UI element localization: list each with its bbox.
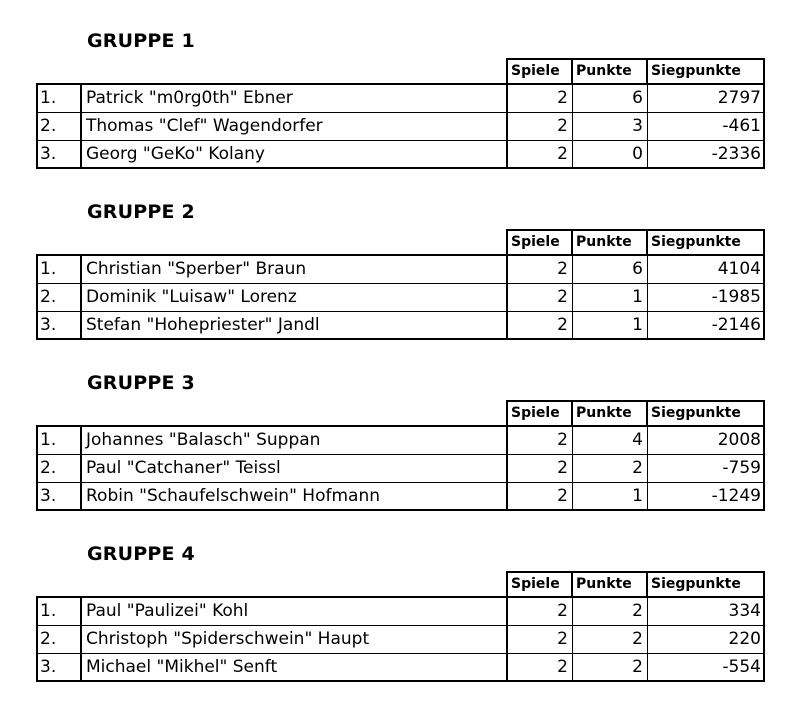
- punkte-cell: 2: [573, 598, 648, 625]
- group-1: [0, 30, 800, 201]
- group-3: [0, 372, 800, 543]
- header-spiele: Spiele: [506, 58, 573, 85]
- spiele-cell: 2: [508, 483, 573, 510]
- player-name-cell: Johannes "Balasch" Suppan: [82, 427, 508, 454]
- player-name-cell: Christoph "Spiderschwein" Haupt: [82, 626, 508, 653]
- header-siegpunkte: Siegpunkte: [646, 400, 765, 427]
- group-title: GRUPPE 2: [87, 201, 195, 223]
- group-title: GRUPPE 1: [87, 30, 195, 52]
- siegpunkte-cell: -1249: [711, 486, 761, 506]
- punkte-cell: 1: [573, 483, 648, 510]
- table-row: [38, 112, 763, 140]
- player-name-cell: Patrick "m0rg0th" Ebner: [82, 85, 508, 112]
- spiele-cell: 2: [508, 654, 573, 681]
- table-row: [38, 482, 763, 510]
- table-row: [38, 625, 763, 653]
- spiele-cell: 2: [508, 256, 573, 283]
- siegpunkte-cell: 2797: [717, 88, 761, 108]
- spiele-cell: 2: [508, 427, 573, 454]
- header-siegpunkte: Siegpunkte: [646, 58, 765, 85]
- header-punkte: Punkte: [571, 400, 648, 427]
- standings-table: [36, 596, 765, 682]
- standings-table: [36, 254, 765, 340]
- player-name-cell: Thomas "Clef" Wagendorfer: [82, 113, 508, 140]
- spiele-cell: 2: [508, 312, 573, 339]
- table-row: [38, 85, 763, 112]
- punkte-cell: 3: [573, 113, 648, 140]
- player-name-cell: Dominik "Luisaw" Lorenz: [82, 284, 508, 311]
- header-punkte: Punkte: [571, 571, 648, 598]
- spiele-cell: 2: [508, 455, 573, 482]
- header-punkte: Punkte: [571, 58, 648, 85]
- punkte-cell: 1: [573, 312, 648, 339]
- table-row: [38, 653, 763, 681]
- rank-cell: 3.: [38, 654, 82, 681]
- player-name-cell: Paul "Catchaner" Teissl: [82, 455, 508, 482]
- rank-cell: 3.: [38, 312, 82, 339]
- table-row: [38, 311, 763, 339]
- group-title: GRUPPE 4: [87, 543, 195, 565]
- punkte-cell: 2: [573, 455, 648, 482]
- siegpunkte-cell: 2008: [717, 430, 761, 450]
- rank-cell: 1.: [38, 256, 82, 283]
- player-name-cell: Georg "GeKo" Kolany: [82, 141, 508, 168]
- header-spiele: Spiele: [506, 229, 573, 256]
- siegpunkte-cell: 4104: [717, 259, 761, 279]
- siegpunkte-cell: -759: [722, 458, 761, 478]
- spiele-cell: 2: [508, 284, 573, 311]
- siegpunkte-cell: -2336: [711, 144, 761, 164]
- table-row: [38, 256, 763, 283]
- header-spiele: Spiele: [506, 571, 573, 598]
- spiele-cell: 2: [508, 113, 573, 140]
- player-name-cell: Christian "Sperber" Braun: [82, 256, 508, 283]
- player-name-cell: Michael "Mikhel" Senft: [82, 654, 508, 681]
- siegpunkte-cell: -1985: [711, 287, 761, 307]
- rank-cell: 3.: [38, 141, 82, 168]
- siegpunkte-cell: -2146: [711, 315, 761, 335]
- spiele-cell: 2: [508, 85, 573, 112]
- siegpunkte-cell: 220: [728, 629, 761, 649]
- rank-cell: 1.: [38, 85, 82, 112]
- rank-cell: 1.: [38, 598, 82, 625]
- table-row: [38, 454, 763, 482]
- rank-cell: 2.: [38, 284, 82, 311]
- punkte-cell: 2: [573, 654, 648, 681]
- player-name-cell: Robin "Schaufelschwein" Hofmann: [82, 483, 508, 510]
- table-row: [38, 598, 763, 625]
- standings-table: [36, 425, 765, 511]
- spiele-cell: 2: [508, 141, 573, 168]
- standings-table: [36, 83, 765, 169]
- rank-cell: 1.: [38, 427, 82, 454]
- rank-cell: 3.: [38, 483, 82, 510]
- player-name-cell: Stefan "Hohepriester" Jandl: [82, 312, 508, 339]
- player-name-cell: Paul "Paulizei" Kohl: [82, 598, 508, 625]
- siegpunkte-cell: -461: [722, 116, 761, 136]
- rank-cell: 2.: [38, 455, 82, 482]
- rank-cell: 2.: [38, 113, 82, 140]
- punkte-cell: 6: [573, 256, 648, 283]
- table-row: [38, 427, 763, 454]
- header-siegpunkte: Siegpunkte: [646, 571, 765, 598]
- group-title: GRUPPE 3: [87, 372, 195, 394]
- header-spiele: Spiele: [506, 400, 573, 427]
- spiele-cell: 2: [508, 626, 573, 653]
- header-punkte: Punkte: [571, 229, 648, 256]
- table-row: [38, 283, 763, 311]
- spiele-cell: 2: [508, 598, 573, 625]
- table-row: [38, 140, 763, 168]
- siegpunkte-cell: 334: [728, 601, 761, 621]
- punkte-cell: 4: [573, 427, 648, 454]
- punkte-cell: 1: [573, 284, 648, 311]
- punkte-cell: 2: [573, 626, 648, 653]
- group-2: [0, 201, 800, 372]
- rank-cell: 2.: [38, 626, 82, 653]
- siegpunkte-cell: -554: [722, 657, 761, 677]
- header-siegpunkte: Siegpunkte: [646, 229, 765, 256]
- punkte-cell: 0: [573, 141, 648, 168]
- group-4: [0, 543, 800, 714]
- punkte-cell: 6: [573, 85, 648, 112]
